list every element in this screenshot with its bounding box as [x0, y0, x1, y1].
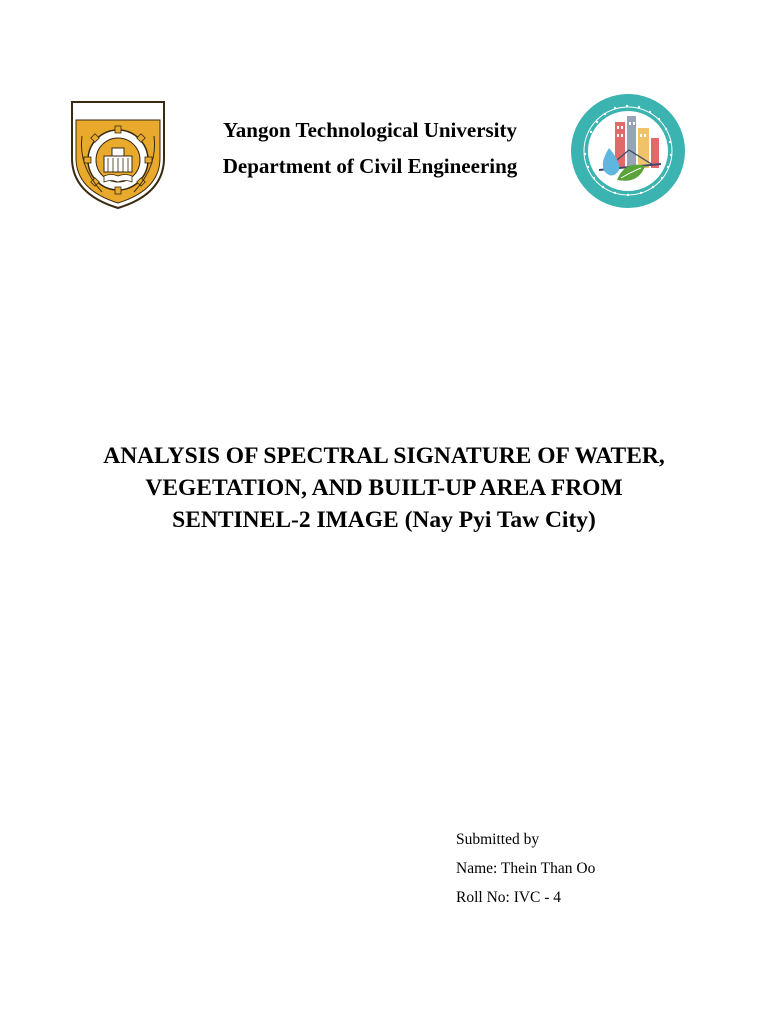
title-line-3: SENTINEL-2 IMAGE (Nay Pyi Taw City): [172, 507, 596, 533]
submitted-by-label: Submitted by: [456, 831, 540, 848]
title-line-1: ANALYSIS OF SPECTRAL SIGNATURE OF WATER,: [103, 443, 665, 469]
university-name: Yangon Technological University: [222, 118, 518, 142]
department-name: Department of Civil Engineering: [222, 154, 518, 178]
roll-number: Roll No: IVC - 4: [456, 889, 562, 906]
document-title: [60, 440, 708, 536]
submission-block: [456, 825, 595, 912]
ytu-emblem-icon: [66, 96, 170, 210]
title-line-2: VEGETATION, AND BUILT-UP AREA FROM: [145, 475, 623, 501]
institution-header: [180, 112, 560, 184]
civil-engineering-association-emblem-icon: [569, 92, 687, 210]
submitter-name: Name: Thein Than Oo: [456, 860, 596, 877]
